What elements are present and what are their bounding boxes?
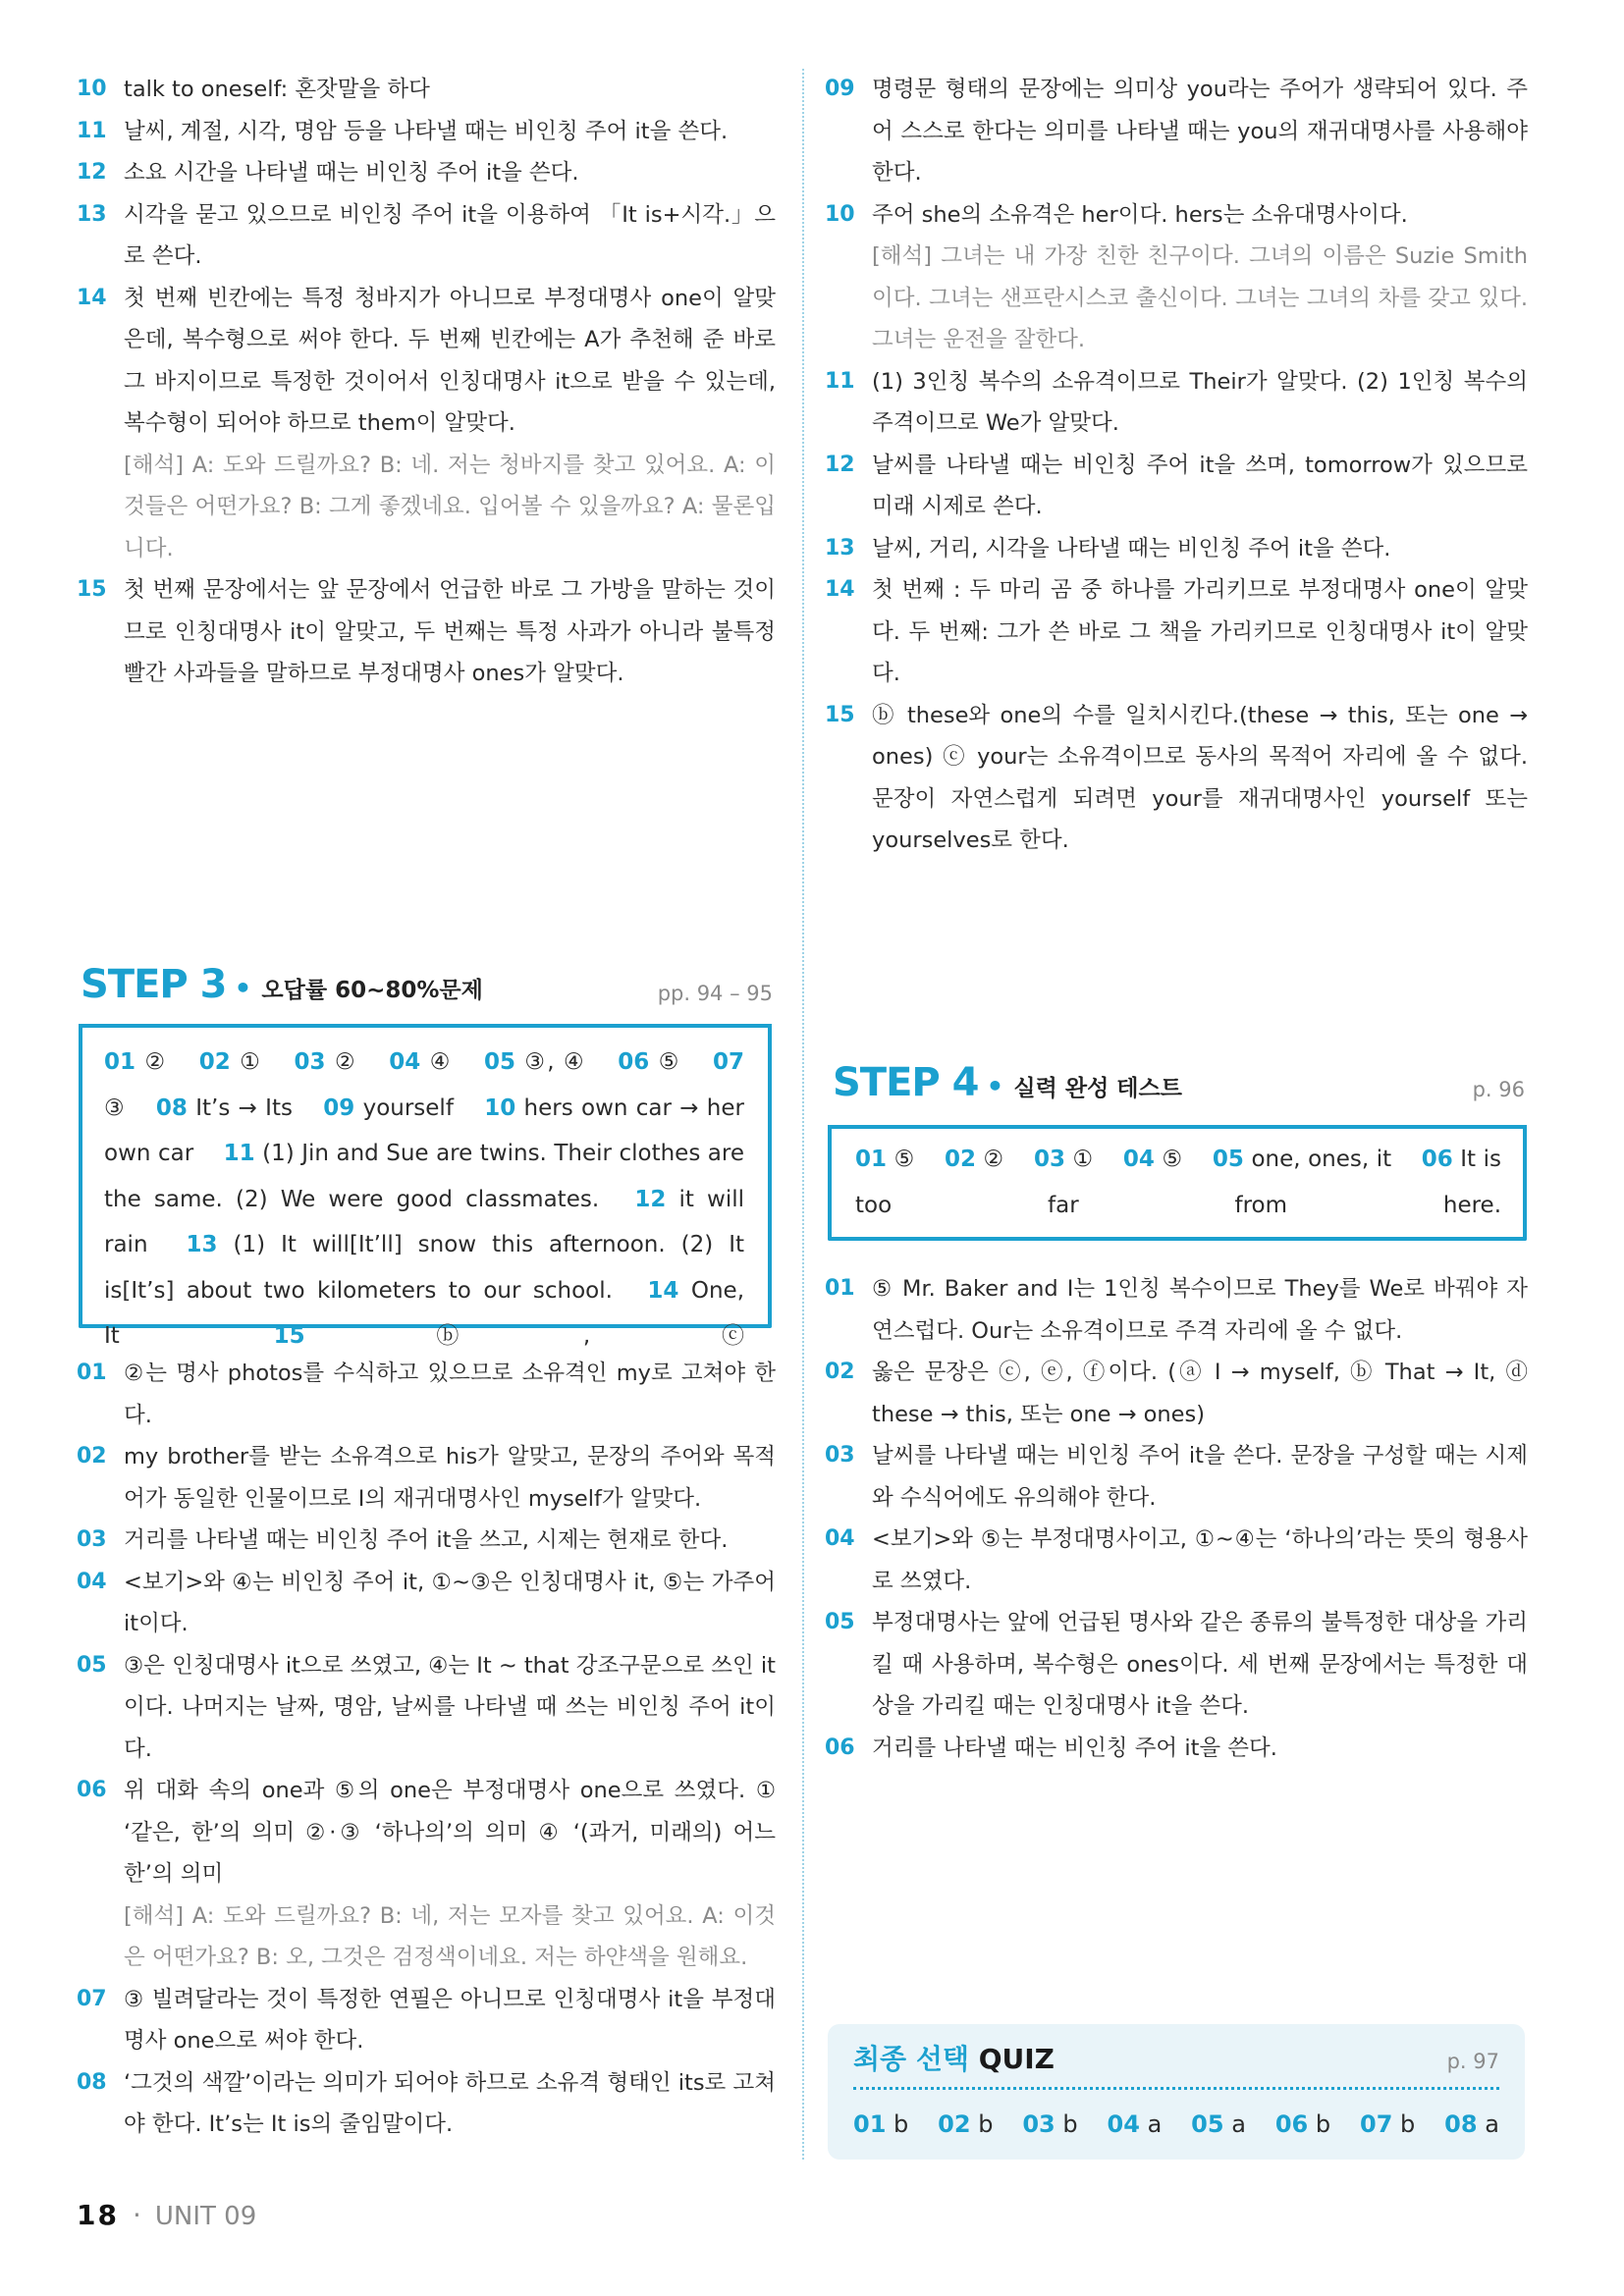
- explanation-item: [77, 1770, 776, 1979]
- step4-answer-box: [828, 1125, 1527, 1241]
- item-translation: [해석] A: 도와 드릴까요? B: 네. 저는 청바지를 찾고 있어요. A: 이것들은 어떤가요? B: 그게 좋겠네요. 입어볼 수 있을까요? A: 물론입니다.: [124, 452, 776, 561]
- item-translation: [해석] 그녀는 내 가장 친한 친구이다. 그녀의 이름은 Suzie Smith이다. 그녀는 샌프란시스코 출신이다. 그녀는 그녀의 차를 갖고 있다. 그녀는 운전을 잘한다.: [872, 243, 1528, 352]
- item-number: 05: [77, 1652, 107, 1678]
- answer-value: ②: [983, 1147, 1004, 1172]
- item-text: [872, 1602, 1528, 1728]
- quiz-title-accent: 최종 선택: [853, 2043, 969, 2075]
- item-number: 06: [77, 1778, 107, 1802]
- item-number: 15: [825, 702, 855, 727]
- step3-title: STEP 3: [81, 962, 227, 1007]
- explanation-item: [825, 1435, 1528, 1519]
- step4-title: STEP 4: [833, 1060, 979, 1105]
- quiz-title-bold: QUIZ: [978, 2043, 1055, 2075]
- answer-entry: [484, 1049, 586, 1075]
- explanation-item: [77, 1645, 776, 1771]
- final-quiz-box: [828, 2024, 1525, 2160]
- item-body: (1) 3인칭 복수의 소유격이므로 Their가 알맞다. (2) 1인칭 복수의 주격이므로 We가 알맞다.: [872, 368, 1528, 436]
- item-text: [124, 69, 776, 111]
- step4-dot: •: [986, 1070, 1004, 1102]
- item-number: 02: [825, 1360, 855, 1384]
- quiz-title: [853, 2038, 1055, 2077]
- item-number: 03: [825, 1443, 855, 1468]
- step3-explanations: [77, 1353, 776, 2146]
- answer-number: 06: [1421, 1147, 1453, 1172]
- step4-header: [833, 1060, 1182, 1105]
- item-body: 주어 she의 소유격은 her이다. hers는 소유대명사이다.: [872, 201, 1408, 228]
- explanation-item: [77, 194, 776, 278]
- quiz-answer-number: 02: [938, 2110, 971, 2138]
- answer-number: 11: [223, 1141, 255, 1166]
- item-number: 14: [77, 285, 107, 310]
- quiz-answer-number: 01: [853, 2110, 887, 2138]
- answer-value: ①: [240, 1049, 262, 1075]
- item-text: [124, 152, 776, 194]
- item-body: 첫 번째 문장에서는 앞 문장에서 언급한 바로 그 가방을 말하는 것이므로 인칭대명사 it이 알맞고, 두 번째는 특정 사과가 아니라 불특정 빨간 사과들을 말하므로 부정대명사 ones가 알맞다.: [124, 577, 776, 686]
- item-text: [124, 569, 776, 695]
- column-divider: [802, 69, 804, 2160]
- answer-entry: [389, 1049, 452, 1075]
- answer-entry: [199, 1049, 262, 1075]
- item-number: 13: [825, 535, 855, 561]
- step3-dot: •: [234, 972, 252, 1004]
- item-text: [872, 194, 1528, 361]
- item-number: 10: [825, 201, 855, 227]
- quiz-answer-number: 07: [1360, 2110, 1393, 2138]
- answer-value: One, It: [104, 1277, 745, 1349]
- quiz-answer: [1022, 2110, 1077, 2138]
- answer-entry: [855, 1147, 914, 1172]
- item-text: [124, 1770, 776, 1979]
- left-column: [77, 69, 776, 695]
- item-number: 08: [77, 2069, 107, 2095]
- unit-label: UNIT 09: [154, 2202, 257, 2231]
- quiz-answer-number: 05: [1191, 2110, 1224, 2138]
- explanation-item: [77, 278, 776, 570]
- answer-entry: [1213, 1147, 1391, 1172]
- explanation-item: [77, 1979, 776, 2062]
- answer-entry: [274, 1323, 744, 1349]
- item-number: 04: [77, 1569, 107, 1594]
- item-number: 10: [77, 77, 107, 101]
- step3-subtitle: 오답률 60~80%문제: [261, 978, 483, 1003]
- item-text: [124, 1353, 776, 1436]
- explanation-item: [825, 569, 1528, 695]
- answer-number: 01: [104, 1049, 136, 1075]
- explanation-item: [825, 194, 1528, 361]
- item-text: [872, 569, 1528, 695]
- quiz-answer: [1275, 2110, 1330, 2138]
- quiz-answer-number: 06: [1274, 2110, 1309, 2138]
- step4-pages: p. 96: [1472, 1078, 1525, 1101]
- answer-value: ②: [144, 1049, 168, 1075]
- item-number: 03: [77, 1527, 107, 1552]
- quiz-dotted-rule: [853, 2087, 1499, 2090]
- item-body: 옳은 문장은 ⓒ, ⓔ, ⓕ이다. (ⓐ I → myself, ⓑ That → It, ⓓ these → this, 또는 one → ones): [872, 1360, 1528, 1427]
- answer-number: 14: [647, 1277, 679, 1304]
- step3-explanations-wrap: [77, 1353, 776, 2146]
- explanation-item: [77, 2062, 776, 2146]
- item-text: [124, 194, 776, 278]
- answer-value: ③: [104, 1095, 126, 1121]
- answer-value: ⑤: [893, 1147, 915, 1172]
- answer-number: 03: [294, 1049, 326, 1075]
- item-body: ②는 명사 photos를 수식하고 있으므로 소유격인 my로 고쳐야 한다.: [124, 1361, 776, 1428]
- answer-value: ④: [429, 1049, 453, 1075]
- answer-value: (1) Jin and Sue are twins. Their clothes are the same. (2) We were good classmates.: [104, 1141, 745, 1212]
- quiz-answer: [853, 2110, 908, 2138]
- answer-entry: [1034, 1147, 1093, 1172]
- answer-value: ⑤: [658, 1049, 681, 1075]
- footer-separator: ·: [132, 2199, 141, 2231]
- explanation-item: [77, 569, 776, 695]
- item-text: [124, 1562, 776, 1645]
- item-body: my brother를 받는 소유격으로 his가 알맞고, 문장의 주어와 목적어가 동일한 인물이므로 I의 재귀대명사인 myself가 알맞다.: [124, 1444, 776, 1512]
- quiz-answer-value: b: [1315, 2110, 1331, 2138]
- quiz-answer-number: 03: [1022, 2110, 1056, 2138]
- answer-number: 08: [155, 1095, 188, 1121]
- quiz-answer-value: b: [1400, 2110, 1416, 2138]
- quiz-answers: [853, 2110, 1499, 2138]
- item-number: 14: [825, 577, 855, 602]
- explanation-item: [77, 111, 776, 153]
- answer-number: 01: [855, 1147, 888, 1172]
- explanation-item: [825, 1268, 1528, 1352]
- item-body: <보기>와 ④는 비인칭 주어 it, ①~③은 인칭대명사 it, ⑤는 가주어 it이다.: [124, 1569, 776, 1636]
- explanation-item: [77, 1562, 776, 1645]
- answer-number: 03: [1033, 1147, 1065, 1172]
- answer-number: 12: [634, 1186, 667, 1212]
- explanation-item: [825, 1352, 1528, 1435]
- item-body: 첫 번째 : 두 마리 곰 중 하나를 가리키므로 부정대명사 one이 알맞다. 두 번째: 그가 쓴 바로 그 책을 가리키므로 인칭대명사 it이 알맞다.: [872, 577, 1528, 686]
- quiz-answer-value: a: [1485, 2110, 1499, 2138]
- item-body: 명령문 형태의 문장에는 의미상 you라는 주어가 생략되어 있다. 주어 스스로 한다는 의미를 나타낼 때는 you의 재귀대명사를 사용해야 한다.: [872, 77, 1528, 186]
- item-body: 첫 번째 빈칸에는 특정 청바지가 아니므로 부정대명사 one이 알맞은데, 복수형으로 써야 한다. 두 번째 빈칸에는 A가 추천해 준 바로 그 바지이므로 특정한 것이어서 인칭대명사 it으로 받을 수 있는데, 복수형이 되어야 하므로 them이 알맞다.: [124, 285, 776, 436]
- quiz-answer: [1360, 2110, 1415, 2138]
- answer-value: (1) It will[It’ll] snow this afternoon. (2) It is[It’s] about two kilometers to our school.: [104, 1232, 744, 1304]
- answer-number: 04: [389, 1049, 421, 1075]
- item-body: ⓑ these와 one의 수를 일치시킨다.(these → this, 또는 one → ones) ⓒ your는 소유격이므로 동사의 목적어 자리에 올 수 없다. 문장이 자연스럽게 되려면 your를 재귀대명사인 yourself 또는 yourselves로 한다.: [872, 702, 1528, 853]
- answer-value: ⓑ, ⓒ: [436, 1323, 745, 1349]
- item-body: 부정대명사는 앞에 언급된 명사와 같은 종류의 불특정한 대상을 가리킬 때 사용하며, 복수형은 ones이다. 세 번째 문장에서는 특정한 대상을 가리킬 때는 인칭대명사 it을 쓴다.: [872, 1610, 1528, 1719]
- answer-value: yourself: [362, 1095, 454, 1121]
- step4-subtitle: 실력 완성 테스트: [1013, 1076, 1182, 1101]
- top-right-explanations: [825, 69, 1528, 862]
- explanation-item: [825, 1602, 1528, 1728]
- explanation-item: [77, 1520, 776, 1562]
- quiz-pages: p. 97: [1446, 2050, 1499, 2073]
- answer-entry: [104, 1049, 167, 1075]
- item-number: 13: [77, 201, 107, 227]
- item-text: [872, 528, 1528, 570]
- item-text: [872, 1352, 1528, 1435]
- answer-number: 09: [323, 1095, 355, 1121]
- answer-value: ③, ④: [524, 1049, 586, 1075]
- item-body: 거리를 나타낼 때는 비인칭 주어 it을 쓴다.: [872, 1735, 1277, 1761]
- quiz-answer-value: a: [1231, 2110, 1246, 2138]
- answer-number: 07: [712, 1049, 744, 1075]
- answer-entry: [323, 1095, 454, 1121]
- step3-answer-box: [79, 1024, 772, 1349]
- answer-entry: [294, 1049, 356, 1075]
- quiz-answer-value: b: [1062, 2110, 1078, 2138]
- explanation-item: [77, 1353, 776, 1436]
- quiz-answer: [1191, 2110, 1246, 2138]
- item-body: talk to oneself: 혼잣말을 하다: [124, 77, 430, 102]
- item-body: ⑤ Mr. Baker and I는 1인칭 복수이므로 They를 We로 바꿔야 자연스럽다. Our는 소유격이므로 주격 자리에 올 수 없다.: [872, 1276, 1528, 1344]
- answer-entry: [618, 1049, 680, 1075]
- step4-explanations: [825, 1268, 1528, 1769]
- answer-number: 10: [484, 1095, 516, 1121]
- item-number: 06: [825, 1735, 855, 1760]
- item-number: 12: [77, 160, 107, 185]
- answer-number: 05: [483, 1049, 515, 1075]
- answer-value: ①: [1072, 1147, 1094, 1172]
- answer-number: 13: [186, 1232, 218, 1257]
- item-text: [872, 1519, 1528, 1602]
- item-number: 04: [825, 1526, 855, 1551]
- page-number: 18: [77, 2199, 119, 2231]
- item-number: 02: [77, 1444, 107, 1468]
- step4-answers: [855, 1137, 1501, 1228]
- answer-number: 15: [273, 1323, 305, 1349]
- item-body: 위 대화 속의 one과 ⑤의 one은 부정대명사 one으로 쓰였다. ① ‘같은, 한’의 의미 ②·③ ‘하나의’의 의미 ④ ‘(과거, 미래의) 어느 한’의 의미: [124, 1778, 776, 1887]
- item-text: [124, 1645, 776, 1771]
- right-column: [825, 69, 1528, 862]
- item-text: [124, 1436, 776, 1520]
- item-text: [872, 361, 1528, 445]
- quiz-answer-number: 04: [1107, 2110, 1140, 2138]
- explanation-item: [77, 152, 776, 194]
- quiz-answer: [1444, 2110, 1499, 2138]
- explanation-item: [825, 445, 1528, 528]
- item-body: 날씨, 거리, 시각을 나타낼 때는 비인칭 주어 it을 쓴다.: [872, 535, 1391, 561]
- item-number: 12: [825, 452, 855, 477]
- top-left-explanations: [77, 69, 776, 695]
- step4-explanations-wrap: [825, 1268, 1528, 1769]
- answer-value: It is too far from here.: [855, 1147, 1501, 1218]
- item-text: [124, 1979, 776, 2062]
- item-body: 거리를 나타낼 때는 비인칭 주어 it을 쓰고, 시제는 현재로 한다.: [124, 1527, 729, 1553]
- answer-number: 05: [1212, 1147, 1244, 1172]
- item-text: [872, 695, 1528, 862]
- explanation-item: [825, 69, 1528, 194]
- explanation-item: [825, 528, 1528, 570]
- answer-number: 02: [198, 1049, 231, 1075]
- quiz-answer-value: b: [978, 2110, 994, 2138]
- quiz-answer: [1108, 2110, 1163, 2138]
- answer-value: hers own car → her own car: [104, 1095, 744, 1166]
- quiz-answer: [938, 2110, 993, 2138]
- step3-pages: pp. 94 – 95: [657, 982, 773, 1005]
- item-text: [872, 1435, 1528, 1519]
- answer-value: one, ones, it: [1251, 1147, 1392, 1172]
- item-text: [124, 1520, 776, 1562]
- item-body: 날씨, 계절, 시각, 명암 등을 나타낼 때는 비인칭 주어 it을 쓴다.: [124, 118, 729, 144]
- item-number: 01: [825, 1276, 855, 1301]
- answer-value: it will rain: [104, 1186, 745, 1257]
- explanation-item: [825, 361, 1528, 445]
- answer-value: ⑤: [1162, 1147, 1183, 1172]
- item-body: 날씨를 나타낼 때는 비인칭 주어 it을 쓰며, tomorrow가 있으므로 미래 시제로 쓴다.: [872, 452, 1528, 519]
- answer-entry: [945, 1147, 1003, 1172]
- item-body: 소요 시간을 나타낼 때는 비인칭 주어 it을 쓴다.: [124, 160, 579, 186]
- answer-entry: [1123, 1147, 1182, 1172]
- page-footer: [77, 2199, 256, 2231]
- item-body: ‘그것의 색깔’이라는 의미가 되어야 하므로 소유격 형태인 its로 고쳐야 한다. It’s는 It is의 줄임말이다.: [124, 2069, 776, 2137]
- item-text: [872, 1268, 1528, 1352]
- quiz-answer-value: a: [1147, 2110, 1163, 2138]
- item-body: <보기>와 ⑤는 부정대명사이고, ①~④는 ‘하나의’라는 뜻의 형용사로 쓰였다.: [872, 1526, 1528, 1594]
- quiz-answer-number: 08: [1444, 2110, 1478, 2138]
- answer-number: 04: [1122, 1147, 1155, 1172]
- item-number: 01: [77, 1361, 107, 1385]
- item-body: 날씨를 나타낼 때는 비인칭 주어 it을 쓴다. 문장을 구성할 때는 시제와 수식어에도 유의해야 한다.: [872, 1443, 1528, 1511]
- item-text: [872, 69, 1528, 194]
- quiz-answer-value: b: [893, 2110, 909, 2138]
- item-text: [124, 2062, 776, 2146]
- explanation-item: [825, 1728, 1528, 1770]
- item-number: 11: [77, 118, 107, 143]
- item-text: [872, 1728, 1528, 1770]
- answer-number: 06: [618, 1049, 650, 1075]
- explanation-item: [825, 1519, 1528, 1602]
- item-translation: [해석] A: 도와 드릴까요? B: 네, 저는 모자를 찾고 있어요. A: 이것은 어떤가요? B: 오, 그것은 검정색이네요. 저는 하얀색을 원해요.: [124, 1902, 776, 1970]
- item-body: ③은 인칭대명사 it으로 쓰였고, ④는 It ~ that 강조구문으로 쓰인 it이다. 나머지는 날짜, 명암, 날씨를 나타낼 때 쓰는 비인칭 주어 it이다.: [124, 1652, 776, 1762]
- answer-entry: [156, 1095, 293, 1121]
- item-body: 시각을 묻고 있으므로 비인칭 주어 it을 이용하여 「It is+시각.」으로 쓴다.: [124, 201, 776, 269]
- item-number: 11: [825, 368, 855, 394]
- step3-header: [81, 962, 483, 1007]
- item-body: ③ 빌려달라는 것이 특정한 연필은 아니므로 인칭대명사 it을 부정대명사 one으로 써야 한다.: [124, 1986, 776, 2054]
- item-text: [872, 445, 1528, 528]
- item-number: 05: [825, 1610, 855, 1634]
- answer-value: It’s → Its: [195, 1095, 293, 1121]
- item-text: [124, 111, 776, 153]
- item-number: 15: [77, 577, 107, 602]
- item-text: [124, 278, 776, 570]
- explanation-item: [77, 69, 776, 111]
- answer-number: 02: [944, 1147, 976, 1172]
- item-number: 09: [825, 77, 855, 101]
- item-number: 07: [77, 1986, 107, 2011]
- explanation-item: [825, 695, 1528, 862]
- answer-value: ②: [334, 1049, 357, 1075]
- step3-answers: [104, 1040, 744, 1360]
- explanation-item: [77, 1436, 776, 1520]
